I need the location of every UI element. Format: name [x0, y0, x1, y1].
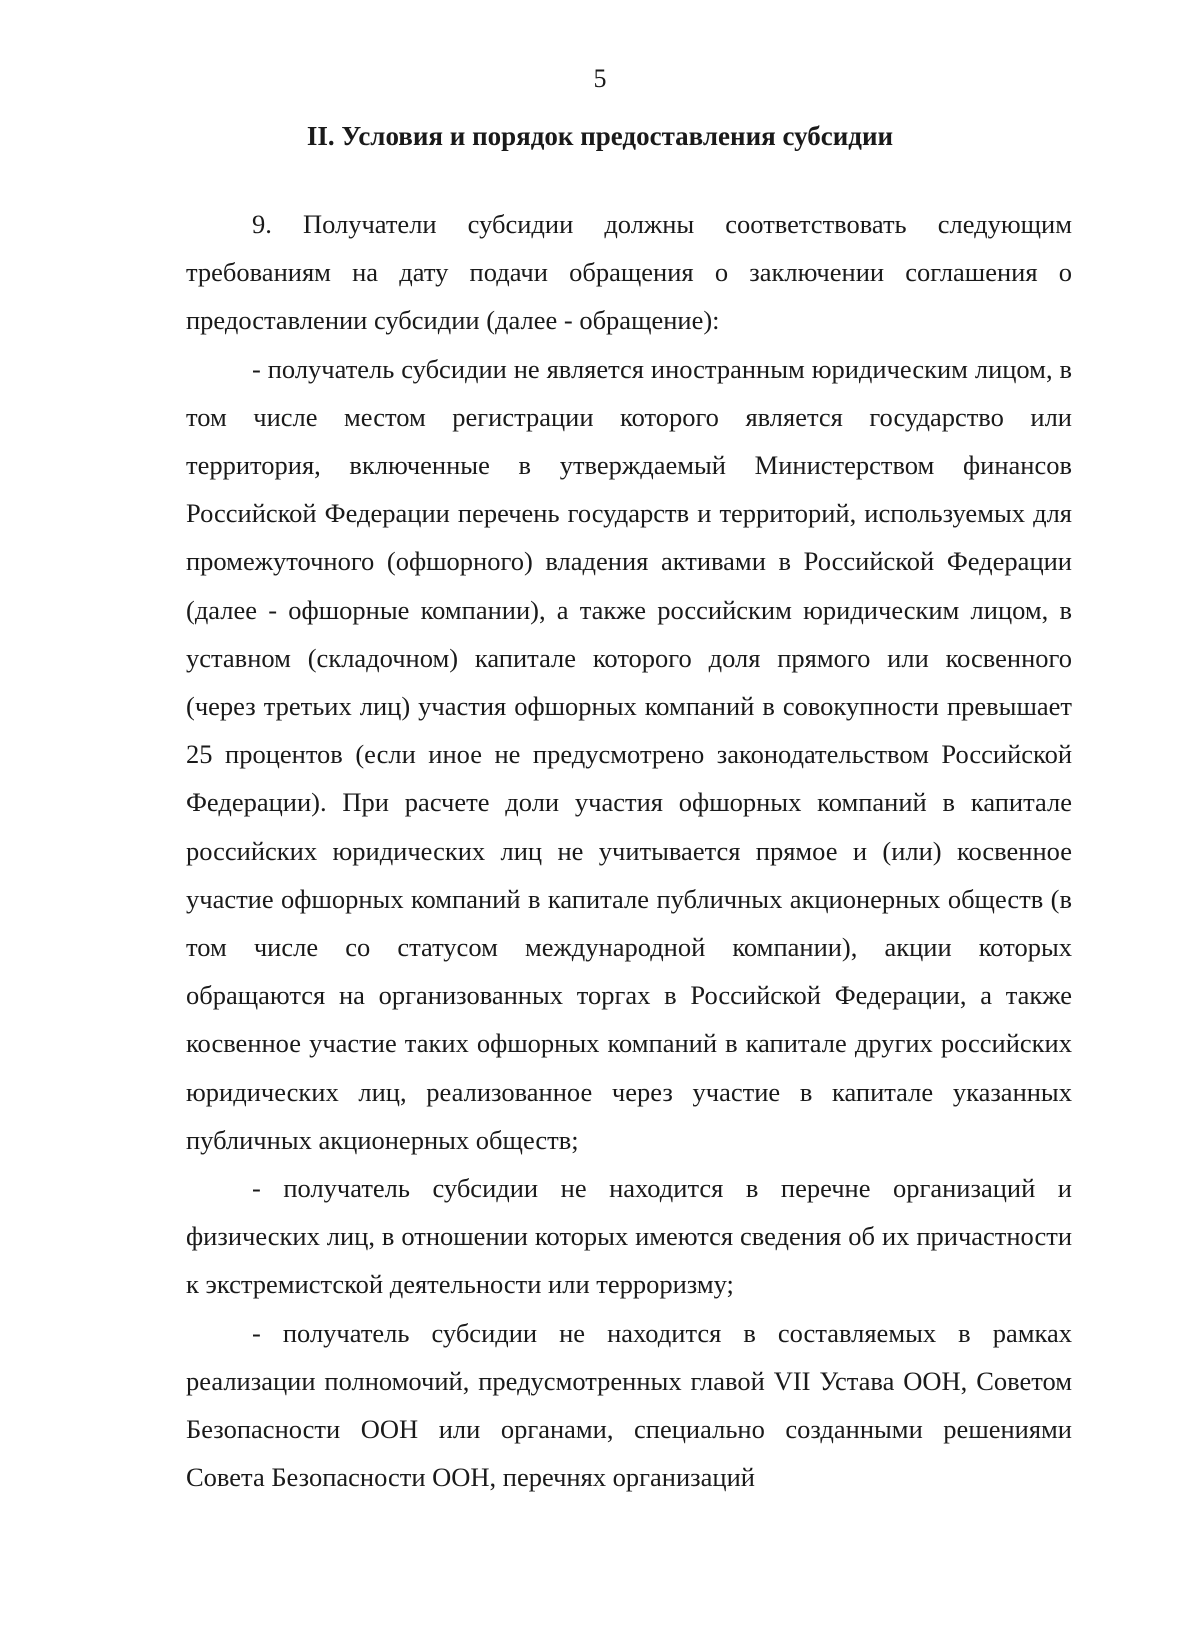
document-body — [186, 200, 1072, 1501]
paragraph-extremism-requirement: - получатель субсидии не находится в перечне организаций и физических лиц, в отношении которых имеются сведения об их причастности к экстремистской деятельности или терроризму; — [186, 1173, 1072, 1300]
paragraph-offshore-requirement: - получатель субсидии не является иностранным юридическим лицом, в том числе местом регистрации которого является государство или территория, включенные в утверждаемый Министерством финансов Российской Федерации перечень государств и территорий, используемых для промежуточного (офшорного) владения активами в Российской Федерации (далее - офшорные компании), а также российским юридическим лицом, в уставном (складочном) капитале которого доля прямого или косвенного (через третьих лиц) участия офшорных компаний в совокупности превышает 25 процентов (если иное не предусмотрено законодательством Российской Федерации). При расчете доли участия офшорных компаний в капитале российских юридических лиц не учитывается прямое и (или) косвенное участие офшорных компаний в капитале публичных акционерных обществ (в том числе со статусом международной компании), акции которых обращаются на организованных торгах в Российской Федерации, а также косвенное участие таких офшорных компаний в капитале других российских юридических лиц, реализованное через участие в капитале указанных публичных акционерных обществ; — [186, 353, 1072, 1155]
paragraph-un-sanctions-requirement: - получатель субсидии не находится в составляемых в рамках реализации полномочий, предусмотренных главой VII Устава ООН, Советом Безопасности ООН или органами, специально созданными решениями Совета Безопасности ООН, перечнях организаций — [186, 1317, 1072, 1493]
page-number: 5 — [593, 64, 607, 93]
paragraph-requirements-intro: 9. Получатели субсидии должны соответствовать следующим требованиям на дату подачи обращения о заключении соглашения о предоставлении субсидии (далее - обращение): — [186, 209, 1072, 336]
section-heading: II. Условия и порядок предоставления субсидии — [306, 121, 894, 151]
